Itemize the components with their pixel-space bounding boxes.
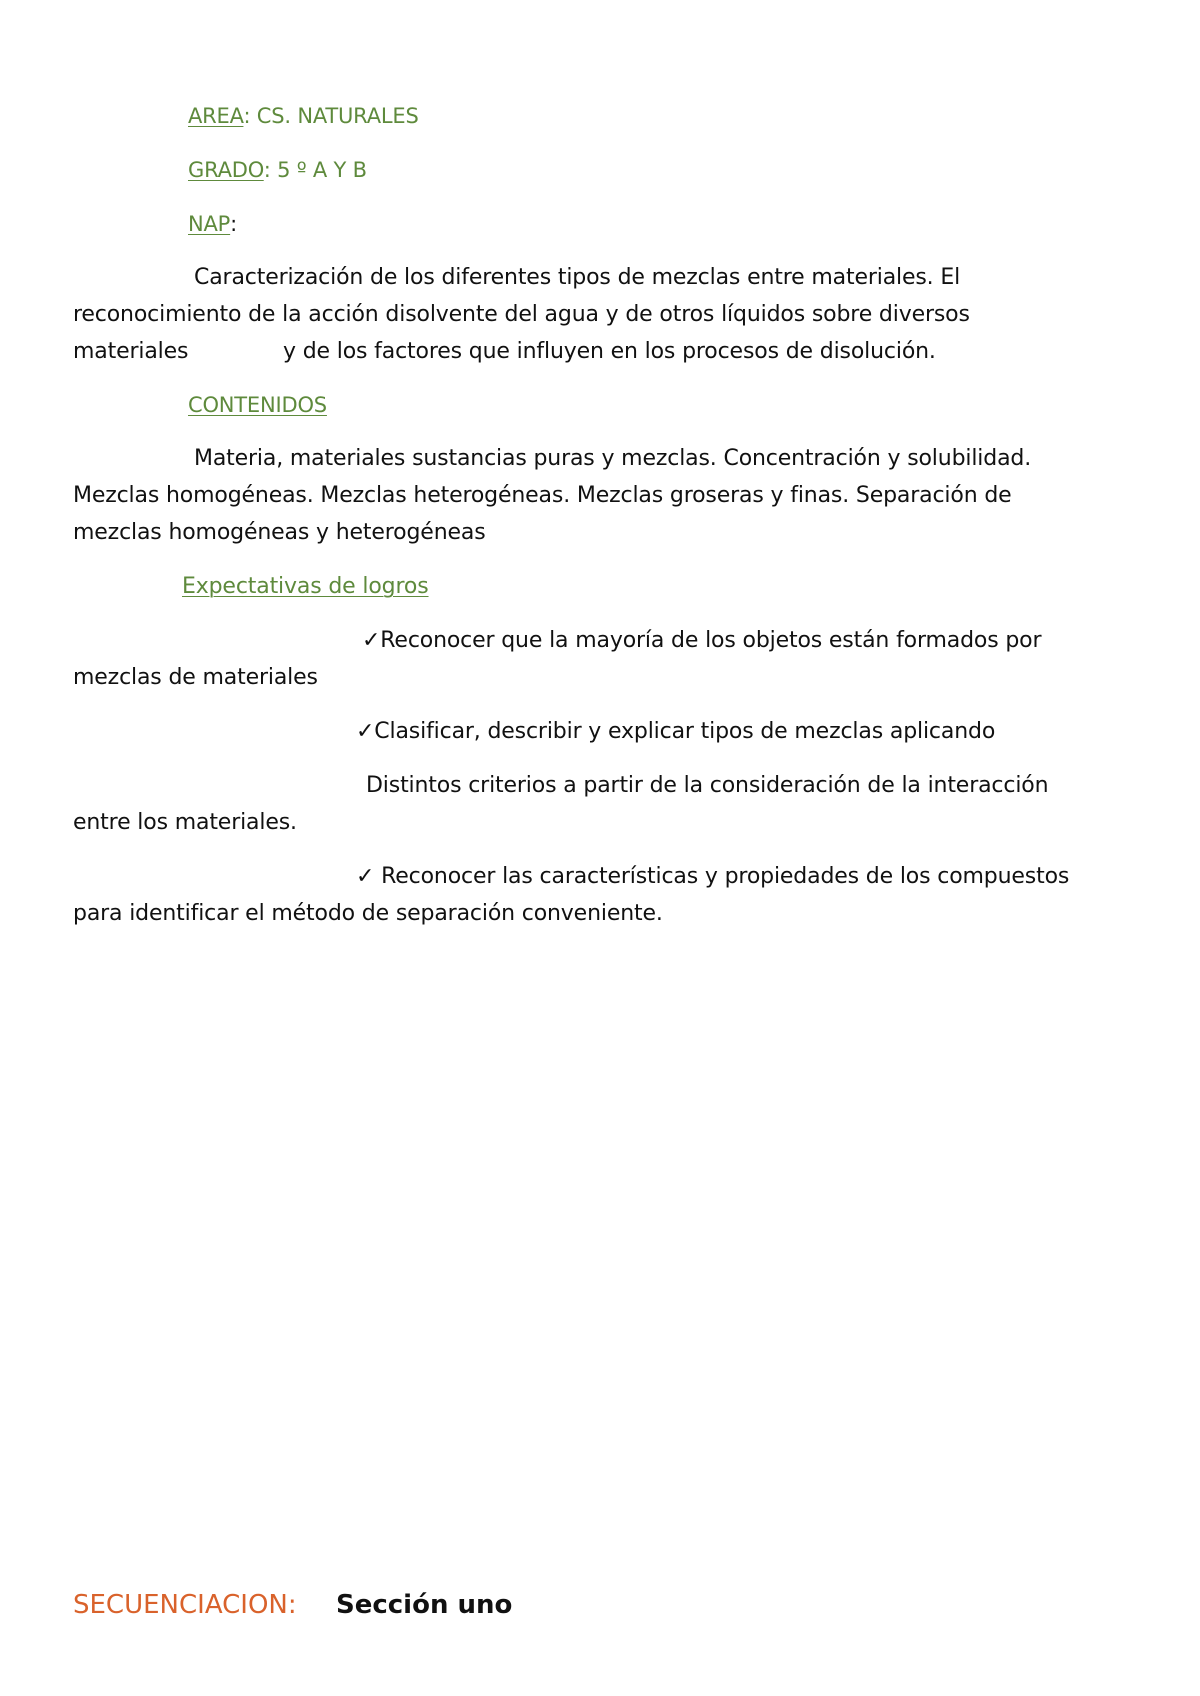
expectativas-heading: Expectativas de logros	[182, 574, 429, 599]
nap-text-line-2: reconocimiento de la acción disolvente del agua y de otros líquidos sobre diversos	[73, 302, 970, 327]
expectativa-1-line-2: mezclas de materiales	[73, 665, 318, 690]
nap-label: NAP	[188, 212, 231, 236]
grado-line	[188, 158, 367, 182]
secuenciacion-label: SECUENCIACION	[73, 1590, 288, 1620]
secuenciacion-colon: :	[287, 1590, 297, 1620]
expectativa-3-line-1: ✓ Reconocer las características y propiedades de los compuestos	[356, 864, 1070, 889]
contenidos-line-3: mezclas homogéneas y heterogéneas	[73, 520, 486, 545]
nap-line	[188, 212, 237, 236]
section-title: Sección uno	[336, 1590, 513, 1620]
grado-label: GRADO	[188, 158, 264, 182]
nap-text-line-1: Caracterización de los diferentes tipos de mezclas entre materiales. El	[194, 265, 961, 290]
expectativa-2-line-1: ✓Clasificar, describir y explicar tipos de mezclas aplicando	[356, 719, 996, 744]
area-value: : CS. NATURALES	[243, 104, 419, 128]
area-line	[188, 104, 419, 128]
nap-colon: :	[230, 212, 238, 236]
expectativa-2-line-3: entre los materiales.	[73, 810, 297, 835]
area-label: AREA	[188, 104, 244, 128]
contenidos-heading: CONTENIDOS	[188, 393, 327, 417]
nap-text-line-3a: materiales	[73, 339, 189, 364]
secuenciacion-line	[73, 1590, 297, 1620]
expectativa-3-line-2: para identificar el método de separación conveniente.	[73, 901, 663, 926]
grado-value: : 5 º A Y B	[263, 158, 367, 182]
nap-text-line-3b: y de los factores que influyen en los procesos de disolución.	[283, 339, 936, 364]
expectativa-2-line-2: Distintos criterios a partir de la consideración de la interacción	[366, 773, 1049, 798]
contenidos-line-2: Mezclas homogéneas. Mezclas heterogéneas. Mezclas groseras y finas. Separación de	[73, 483, 1012, 508]
expectativa-1-line-1: ✓Reconocer que la mayoría de los objetos están formados por	[362, 628, 1042, 653]
contenidos-line-1: Materia, materiales sustancias puras y mezclas. Concentración y solubilidad.	[194, 446, 1032, 471]
